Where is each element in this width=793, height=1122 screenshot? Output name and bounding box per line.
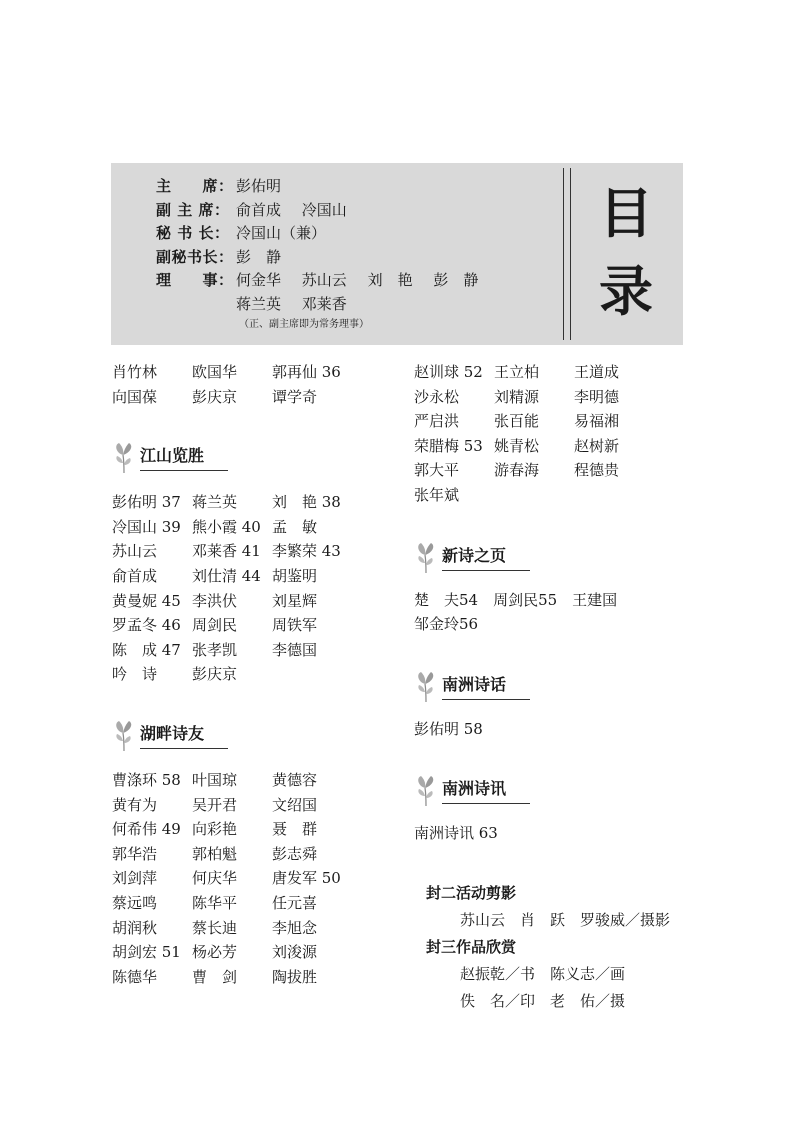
toc-entry[interactable]: 张孝凯 — [192, 640, 238, 659]
cover2-label: 封二活动剪影 — [426, 883, 517, 902]
ginkgo-leaf-icon — [112, 719, 136, 753]
toc-entry[interactable]: 熊小霞 40 — [192, 517, 261, 536]
toc-entry — [574, 483, 684, 508]
officers-list — [156, 175, 494, 334]
toc-entry[interactable]: 周剑民 — [192, 616, 238, 635]
toc-entry[interactable]: 李洪伏 — [192, 591, 238, 610]
officer-row-directors-cont — [156, 293, 494, 317]
toc-entry[interactable]: 邓莱香 41 — [192, 542, 261, 561]
cover3-credit: 佚 名／印 老 佑／摄 — [460, 991, 626, 1010]
section-title: 南洲诗讯 — [442, 778, 530, 804]
section-heading-shixun — [414, 771, 714, 811]
toc-entry[interactable]: 苏山云 — [112, 542, 158, 561]
toc-entry[interactable]: 罗孟冬 46 — [112, 616, 181, 635]
section-heading-hupan — [112, 716, 402, 756]
toc-entry[interactable]: 王立柏 — [494, 363, 540, 381]
ginkgo-leaf-icon — [414, 774, 438, 808]
section-body-xinshi — [414, 588, 714, 637]
section-heading-xinshi — [414, 538, 714, 578]
toc-entry[interactable]: 郭华浩 — [112, 844, 158, 863]
section-body-shixun — [414, 821, 714, 846]
toc-entry[interactable]: 孟 敏 — [272, 517, 318, 536]
toc-entry[interactable]: 刘 艳 38 — [272, 493, 341, 512]
cover3-label: 封三作品欣赏 — [426, 937, 517, 956]
toc-entry[interactable]: 肖竹林 — [112, 363, 158, 381]
toc-entry[interactable]: 黄有为 — [112, 795, 158, 814]
officer-row-secretary — [156, 222, 494, 246]
toc-entry[interactable]: 李旭念 — [272, 918, 318, 937]
toc-entry[interactable]: 胡润秋 — [112, 918, 158, 937]
toc-entry[interactable]: 陈德华 — [112, 967, 158, 986]
toc-entry[interactable]: 姚青松 — [494, 436, 540, 455]
toc-entry[interactable]: 任元喜 — [272, 893, 318, 912]
officer-row-vice-chair — [156, 199, 494, 223]
toc-entry[interactable]: 何希伟 49 — [112, 820, 181, 839]
toc-entry[interactable]: 叶国琼 — [192, 770, 238, 789]
officer-name: 苏山云 — [301, 271, 347, 289]
officer-name: 俞首成 — [236, 200, 282, 219]
toc-entry[interactable]: 向彩艳 — [192, 820, 238, 839]
toc-entry[interactable]: 严启洪 — [414, 412, 460, 431]
toc-entry[interactable]: 蔡长迪 — [192, 918, 238, 937]
officer-name: 彭 静 — [236, 247, 282, 266]
toc-entry[interactable]: 彭志舜 — [272, 844, 318, 863]
toc-entry[interactable]: 易福湘 — [574, 412, 620, 431]
toc-entry[interactable]: 郭大平 — [414, 461, 460, 480]
officer-row-directors — [156, 269, 494, 293]
toc-entry[interactable]: 向国葆 — [112, 387, 158, 406]
toc-entry[interactable]: 彭庆京 — [192, 665, 238, 684]
toc-grid-jiangshan — [112, 490, 402, 687]
toc-entry[interactable]: 刘浚源 — [272, 943, 318, 962]
toc-entry[interactable]: 冷国山 39 — [112, 517, 181, 536]
toc-entry[interactable]: 张百能 — [494, 412, 540, 431]
section-heading-shihua — [414, 667, 714, 707]
ginkgo-leaf-icon — [414, 541, 438, 575]
section-title: 南洲诗话 — [442, 674, 530, 700]
officer-label: 副秘书长： — [156, 247, 234, 266]
toc-entry[interactable]: 陶拔胜 — [272, 967, 318, 986]
officer-name: 彭 静 — [433, 271, 479, 289]
right-column — [414, 360, 714, 1015]
officer-name: 邓莱香 — [301, 294, 347, 313]
officer-name: 冷国山（兼） — [236, 224, 327, 242]
toc-entry[interactable]: 聂 群 — [272, 820, 318, 839]
section-title: 江山览胜 — [140, 445, 228, 471]
officer-name: 何金华 — [236, 271, 282, 289]
toc-entry[interactable]: 陈 成 47 — [112, 640, 181, 659]
toc-entry[interactable]: 欧国华 — [192, 363, 238, 381]
toc-entry[interactable]: 郭再仙 36 — [272, 363, 341, 381]
toc-entry[interactable]: 赵树新 — [574, 436, 620, 455]
toc-entry[interactable]: 刘星辉 — [272, 591, 318, 610]
toc-grid-top — [112, 360, 402, 409]
toc-entry[interactable]: 文绍国 — [272, 795, 318, 814]
toc-entry[interactable]: 黄德容 — [272, 770, 318, 789]
officer-label: 理 事： — [156, 271, 234, 289]
toc-line[interactable]: 楚 夫54 周剑民55 王建国 — [414, 590, 618, 609]
toc-entry[interactable]: 刘仕清 44 — [192, 566, 261, 585]
toc-entry[interactable]: 何庆华 — [192, 869, 238, 888]
toc-entry[interactable]: 唐发军 50 — [272, 869, 341, 888]
title-divider — [563, 168, 571, 340]
left-column — [112, 360, 402, 989]
officer-label: 秘 书 长： — [156, 224, 230, 242]
cover-credits — [426, 880, 714, 1015]
cover3-credit: 赵振乾／书 陈义志／画 — [460, 964, 626, 983]
officer-row-chair — [156, 175, 494, 199]
toc-line[interactable]: 邹金玲56 — [414, 615, 479, 634]
toc-entry[interactable]: 王道成 — [574, 363, 620, 381]
toc-entry[interactable]: 彭庆京 — [192, 387, 238, 406]
toc-entry[interactable]: 曹涤环 58 — [112, 770, 181, 789]
toc-entry[interactable]: 刘剑萍 — [112, 869, 158, 888]
toc-entry[interactable]: 荣腊梅 53 — [414, 436, 483, 455]
officers-note: （正、副主席即为常务理事） — [239, 319, 369, 330]
section-heading-jiangshan — [112, 438, 402, 478]
toc-entry[interactable]: 游春海 — [494, 461, 540, 480]
toc-entry[interactable]: 李明德 — [574, 387, 620, 406]
toc-entry[interactable]: 俞首成 — [112, 566, 158, 585]
section-body-shihua — [414, 717, 714, 742]
toc-grid-right-top — [414, 360, 714, 508]
officer-label: 副 主 席： — [156, 200, 230, 219]
toc-entry[interactable]: 谭学奇 — [272, 387, 318, 406]
toc-entry[interactable]: 吟 诗 — [112, 665, 158, 684]
toc-entry[interactable]: 程德贵 — [574, 461, 620, 480]
toc-entry[interactable]: 曹 剑 — [192, 967, 238, 986]
toc-entry[interactable]: 赵训球 52 — [414, 363, 483, 381]
toc-entry[interactable]: 李繁荣 43 — [272, 542, 341, 561]
officer-name: 冷国山 — [301, 200, 347, 219]
toc-entry[interactable]: 陈华平 — [192, 893, 238, 912]
toc-line[interactable]: 彭佑明 58 — [414, 719, 483, 738]
toc-entry[interactable]: 蔡远鸣 — [112, 893, 158, 912]
officer-name: 刘 艳 — [367, 271, 413, 289]
toc-entry — [272, 662, 382, 687]
toc-entry[interactable]: 胡鉴明 — [272, 566, 318, 585]
masthead-box — [111, 163, 683, 345]
toc-entry[interactable]: 李德国 — [272, 640, 318, 659]
toc-entry[interactable]: 黄曼妮 45 — [112, 591, 181, 610]
toc-entry[interactable]: 杨必芳 — [192, 943, 238, 962]
toc-grid-hupan — [112, 768, 402, 989]
toc-entry[interactable]: 张年斌 — [414, 485, 460, 504]
officer-name: 彭佑明 — [236, 177, 282, 195]
officer-name: 蒋兰英 — [236, 294, 282, 313]
ginkgo-leaf-icon — [414, 670, 438, 704]
officer-row-deputy-secretary — [156, 246, 494, 270]
toc-entry[interactable]: 周铁军 — [272, 616, 318, 635]
toc-entry[interactable]: 沙永松 — [414, 387, 460, 406]
toc-entry[interactable]: 刘精源 — [494, 387, 540, 406]
cover2-credit: 苏山云 肖 跃 罗骏威／摄影 — [460, 910, 671, 929]
ginkgo-leaf-icon — [112, 441, 136, 475]
toc-entry[interactable]: 胡剑宏 51 — [112, 943, 181, 962]
section-title: 新诗之页 — [442, 545, 530, 571]
title-char-mu: 目 — [599, 181, 653, 245]
officer-label: 主 席： — [156, 177, 234, 195]
toc-entry[interactable]: 郭柏魁 — [192, 844, 238, 863]
toc-line[interactable]: 南洲诗讯 63 — [414, 824, 498, 843]
toc-entry[interactable]: 蒋兰英 — [192, 493, 238, 512]
toc-entry[interactable]: 彭佑明 37 — [112, 493, 181, 512]
section-title: 湖畔诗友 — [140, 723, 228, 749]
title-char-lu: 录 — [599, 259, 653, 323]
toc-entry — [494, 483, 574, 508]
toc-entry[interactable]: 吴开君 — [192, 795, 238, 814]
